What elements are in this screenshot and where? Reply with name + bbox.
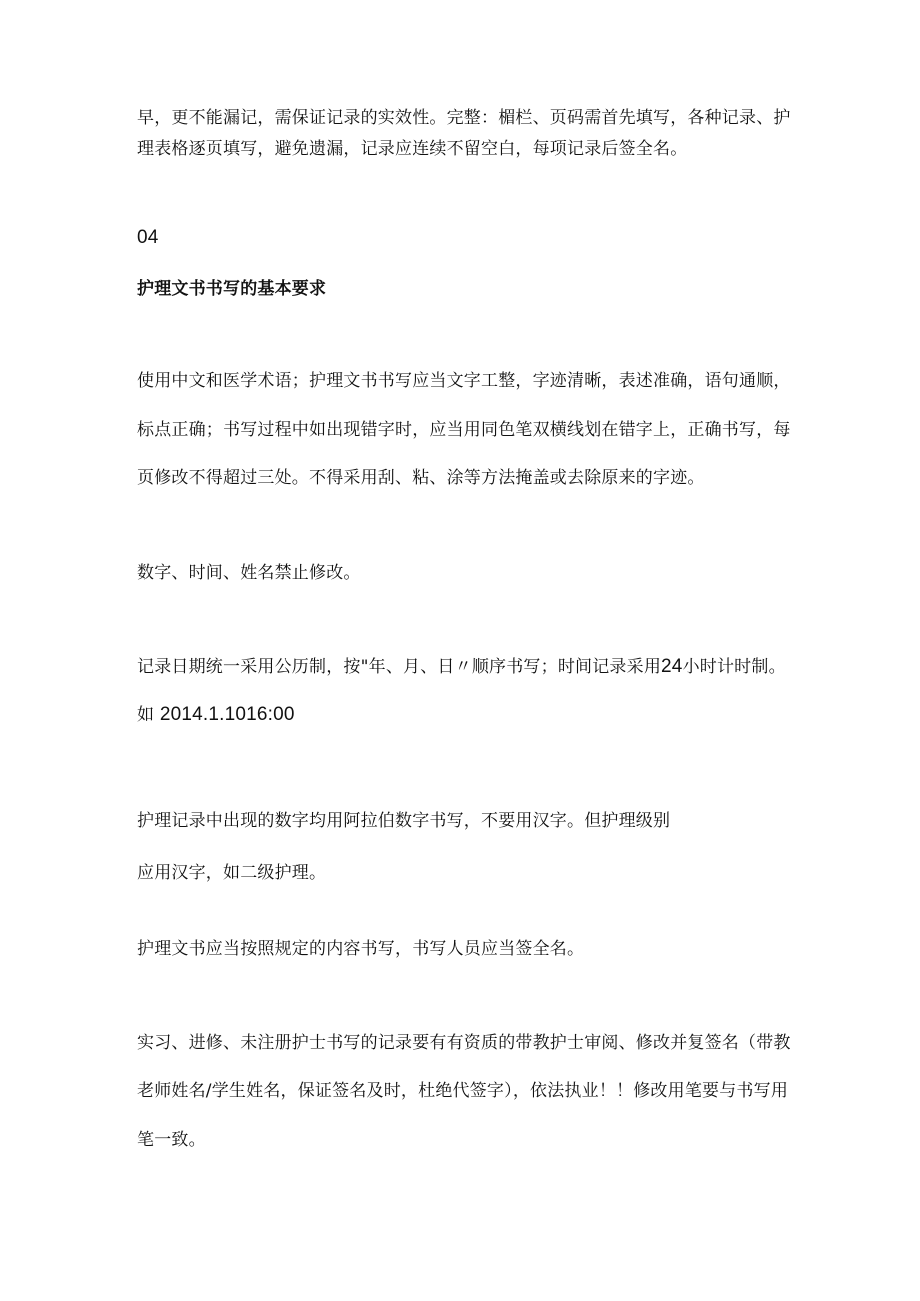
language-line-1: 使用中文和医学术语；护理文书书写应当文字工整，字迹清晰，表述准确，语句通顺， (137, 371, 791, 391)
date-line-1-number: 24 (661, 656, 683, 677)
intern-line-3: 笔一致。 (137, 1130, 206, 1150)
date-example-value: 2014.1.1016:00 (159, 704, 295, 725)
language-line-3: 页修改不得超过三处。不得采用刮、粘、涂等方法掩盖或去除原来的字迹。 (137, 468, 705, 488)
intro-line-2: 理表格逐页填写，避免遗漏，记录应连续不留空白，每项记录后签全名。 (137, 139, 688, 159)
intro-line-1: 早，更不能漏记，需保证记录的实效性。完整：楣栏、页码需首先填写，各种记录、护 (137, 108, 791, 128)
date-line-1-prefix: 记录日期统一采用公历制，按"年、月、日〃顺序书写；时间记录采用 (137, 657, 662, 677)
section-number: 04 (137, 227, 159, 248)
content-line: 护理文书应当按照规定的内容书写，书写人员应当签全名。 (137, 939, 585, 959)
no-modify-line: 数字、时间、姓名禁止修改。 (137, 563, 361, 583)
section-title: 护理文书书写的基本要求 (137, 279, 327, 299)
intern-line-1: 实习、进修、未注册护士书写的记录要有有资质的带教护士审阅、修改并复签名（带教 (137, 1033, 791, 1053)
numbers-line-2: 应用汉字，如二级护理。 (137, 863, 327, 883)
date-line-2-prefix: 如 (137, 705, 155, 725)
numbers-line-1: 护理记录中出现的数字均用阿拉伯数字书写，不要用汉字。但护理级别 (137, 811, 671, 831)
date-line-1 (137, 656, 786, 678)
date-line-1-suffix: 小时计时制。 (682, 657, 786, 677)
intern-line-2: 老师姓名/学生姓名，保证签名及时，杜绝代签字），依法执业！！修改用笔要与书写用 (137, 1081, 789, 1101)
language-line-2: 标点正确；书写过程中如出现错字时，应当用同色笔双横线划在错字上，正确书写，每 (137, 420, 791, 440)
date-line-2 (137, 704, 295, 726)
